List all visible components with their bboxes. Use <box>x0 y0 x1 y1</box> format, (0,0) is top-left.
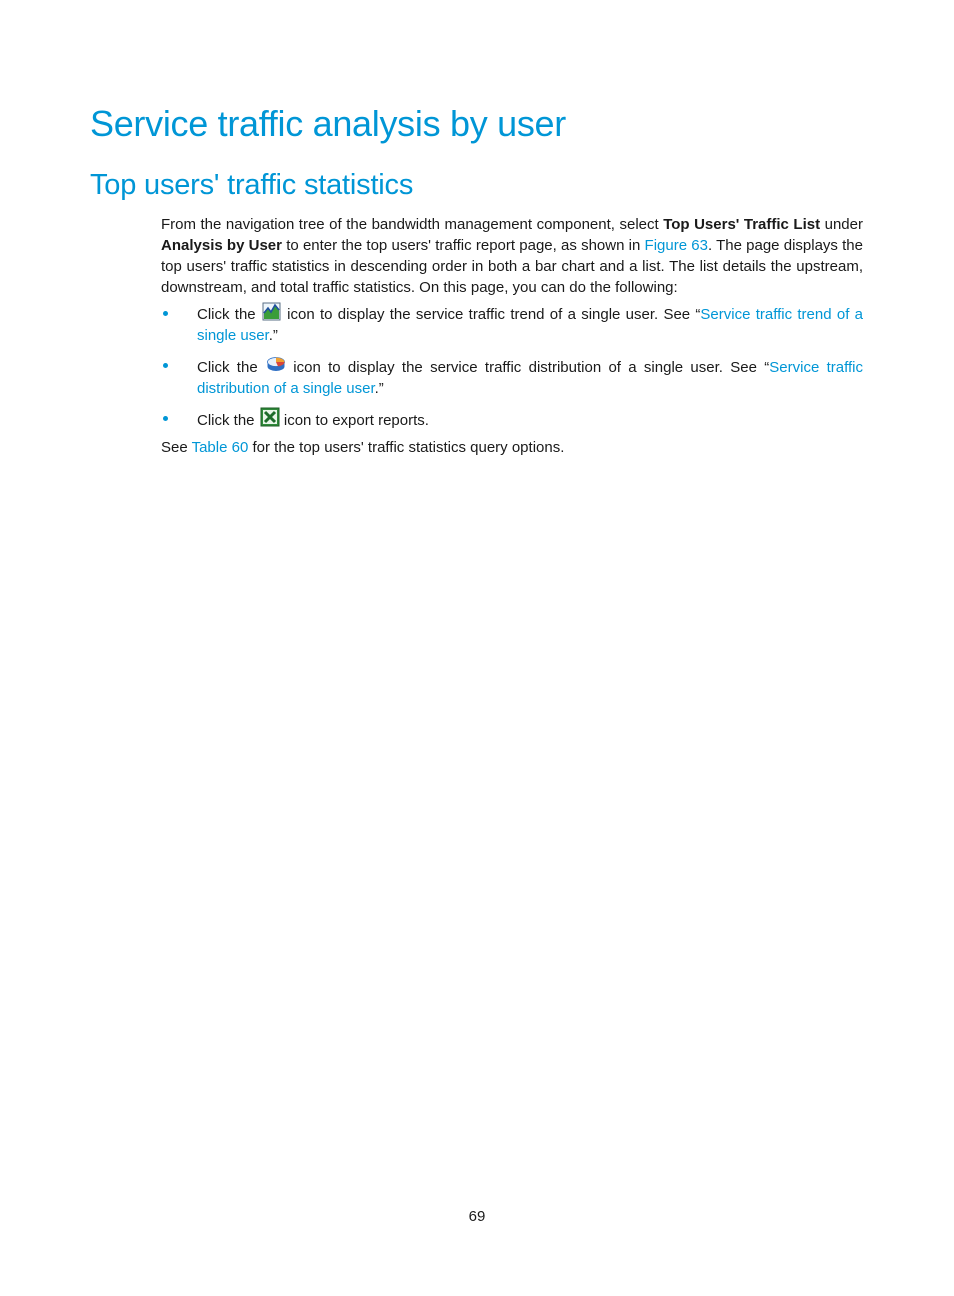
bullet-text-mid: icon to display the service traffic trend of a single user. See “ <box>281 306 701 323</box>
bullet-dot-icon <box>163 416 168 421</box>
action-list <box>161 302 863 431</box>
bullet-text-pre: Click the <box>197 412 259 429</box>
bullet-text-pre: Click the <box>197 359 265 376</box>
menu-item-top-users-traffic-list: Top Users' Traffic List <box>663 216 821 233</box>
section-title: Top users' traffic statistics <box>90 169 414 201</box>
bullet-dot-icon <box>163 311 168 316</box>
bullet-dot-icon <box>163 363 168 368</box>
intro-text-3: to enter the top users' traffic report page, as shown in <box>282 237 645 254</box>
page-title: Service traffic analysis by user <box>90 103 566 144</box>
intro-paragraph <box>161 214 863 298</box>
intro-text-2: under <box>820 216 863 233</box>
pie-chart-icon <box>266 354 285 373</box>
trend-section-link[interactable]: Service traffic trend of a single user <box>197 306 863 344</box>
distribution-section-link[interactable]: Service traffic distribution of a single user <box>197 359 863 397</box>
intro-text-4: . The page displays the top users' traffic statistics in descending order in both a bar chart and a list. The list details the upstream, downstream, and total traffic statistics. On this page, you can do the following: <box>161 237 863 296</box>
bullet-text-post: .” <box>268 327 278 344</box>
trend-chart-icon <box>262 302 281 321</box>
bullet-text-mid: icon to display the service traffic distribution of a single user. See “ <box>285 359 770 376</box>
page-number: 69 <box>468 1208 486 1225</box>
table-link[interactable]: Table 60 <box>191 439 249 456</box>
list-item-distribution <box>161 354 863 399</box>
bullet-text-pre: Click the <box>197 306 261 323</box>
excel-export-icon <box>260 407 279 426</box>
bullet-text-post: .” <box>374 380 384 397</box>
intro-text-1: From the navigation tree of the bandwidth management component, select <box>161 216 664 233</box>
figure-link[interactable]: Figure 63 <box>644 237 708 254</box>
bullet-text-mid: icon to export reports. <box>279 412 429 429</box>
see-text-post: for the top users' traffic statistics query options. <box>248 439 565 456</box>
menu-item-analysis-by-user: Analysis by User <box>161 237 282 254</box>
list-item-trend <box>161 302 863 346</box>
see-text-pre: See <box>161 439 192 456</box>
see-paragraph <box>161 437 863 458</box>
list-item-export <box>161 407 863 431</box>
